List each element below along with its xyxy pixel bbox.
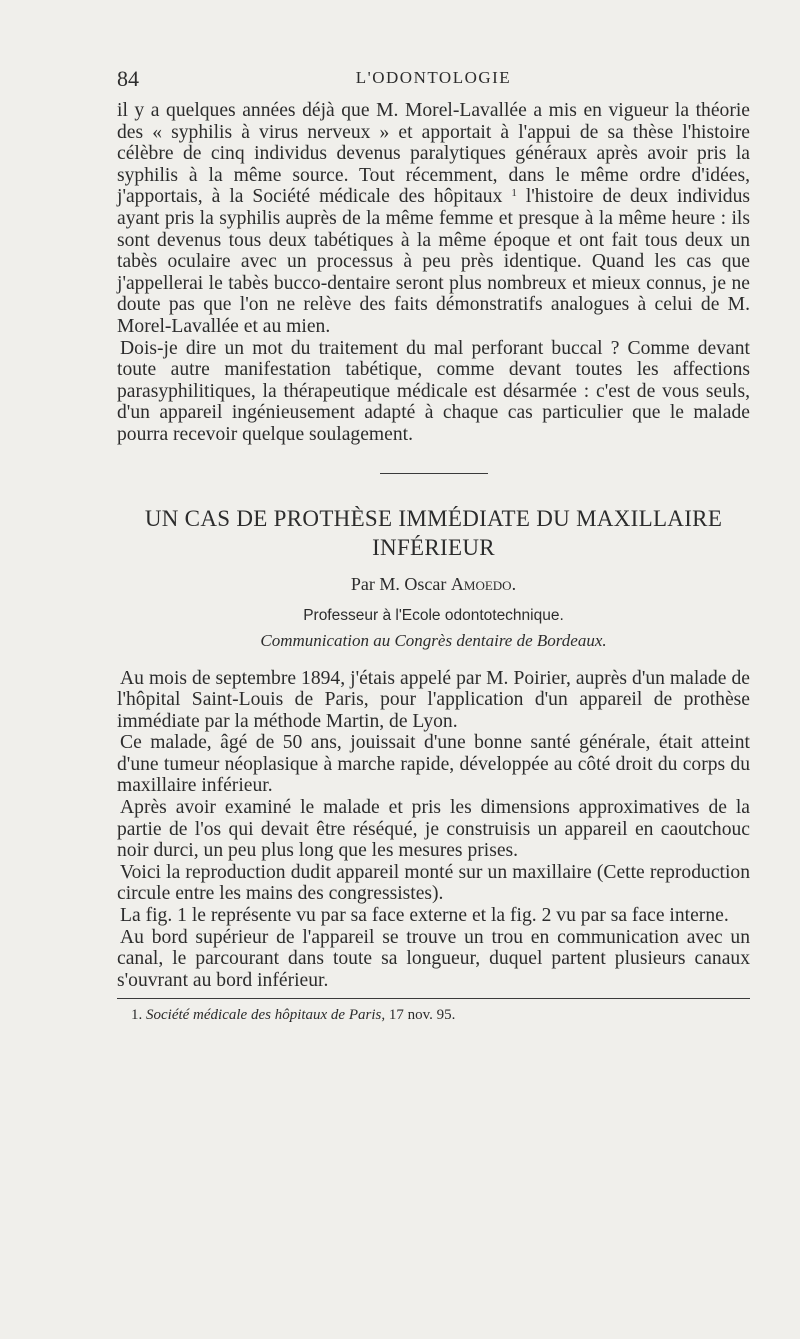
paragraph xyxy=(117,100,750,338)
paragraph: Après avoir examiné le malade et pris les dimensions approximatives de la partie de l'os qui devait être réséqué, je construisis un appareil en caoutchouc noir durci, un peu plus long que les mesures prises. xyxy=(117,797,750,862)
page-number: 84 xyxy=(117,66,139,91)
paragraph-text: il y a quelques années déjà que M. Morel-Lavallée a mis en vigueur la théorie des « syphilis à virus nerveux » et apportait à l'appui de sa thèse l'histoire célèbre de cinq individus devenus paralytiques généraux après avoir pris la syphilis à la même source. Tout récemment, dans le même ordre d'idées, j'apportais, à la Société médicale des hôpitaux xyxy=(117,100,750,208)
paragraph-text: l'histoire de deux individus ayant pris la syphilis auprès de la même femme et presque à la même heure : ils sont devenus tous deux tabétiques à la même époque et ont fait tous deux un tabès oculaire avec un processus à peu près identique. Quand les cas que j'appellerai le tabès bucco-dentaire seront plus nombreux et mieux connus, je ne doute pas que l'on ne relève des faits démonstratifs analogues à celui de M. Morel-Lavallée et au mien. xyxy=(117,186,750,337)
footnote-source: Société médicale des hôpitaux de Paris, xyxy=(146,1007,386,1024)
paragraph: Dois-je dire un mot du traitement du mal perforant buccal ? Comme devant toute autre manifestation tabétique, comme devant toutes les affections parasyphilitiques, la thérapeutique médicale est désarmée : c'est de vous seuls, d'un appareil ingénieusement adapté à chaque cas particulier que le malade pourra recevoir quelque soulagement. xyxy=(117,337,750,445)
book-page xyxy=(117,66,750,1025)
footnote-number: 1. xyxy=(131,1007,143,1024)
communication-note: Communication au Congrès dentaire de Bordeaux. xyxy=(260,630,607,650)
paragraph: Au mois de septembre 1894, j'étais appelé par M. Poirier, auprès d'un malade de l'hôpital Saint-Louis de Paris, pour l'application d'un appareil de prothèse immédiate par la méthode Martin, de Lyon. xyxy=(117,667,750,732)
author-surname: Amoedo. xyxy=(450,573,517,594)
footnote-divider xyxy=(117,998,750,999)
paragraph: La fig. 1 le représente vu par sa face externe et la fig. 2 vu par sa face interne. xyxy=(120,905,729,927)
footnote-reference: 1 xyxy=(511,187,517,200)
section-divider xyxy=(380,473,488,474)
running-head xyxy=(117,66,750,100)
footnote xyxy=(117,1005,750,1025)
paragraph: Ce malade, âgé de 50 ans, jouissait d'une bonne santé générale, était atteint d'une tumeur néoplasique à marche rapide, développée au côté droit du corps du maxillaire inférieur. xyxy=(117,732,750,797)
byline xyxy=(117,573,750,595)
previous-article-ending xyxy=(117,100,750,446)
byline-prefix: Par M. Oscar xyxy=(350,573,451,594)
journal-title: L'ODONTOLOGIE xyxy=(355,68,512,87)
paragraph: Au bord supérieur de l'appareil se trouve un trou en communication avec un canal, le parcourant dans toute sa longueur, duquel partent plusieurs canaux s'ouvrant au bord inférieur. xyxy=(117,926,750,991)
paragraph: Voici la reproduction dudit appareil monté sur un maxillaire (Cette reproduction circule entre les mains des congressistes). xyxy=(117,861,750,905)
author-affiliation: Professeur à l'Ecole odontotechnique. xyxy=(303,606,564,624)
article-title: UN CAS DE PROTHÈSE IMMÉDIATE DU MAXILLAIRE INFÉRIEUR xyxy=(144,505,723,560)
article-body xyxy=(117,668,750,992)
footnote-date: 17 nov. 95. xyxy=(385,1007,456,1024)
